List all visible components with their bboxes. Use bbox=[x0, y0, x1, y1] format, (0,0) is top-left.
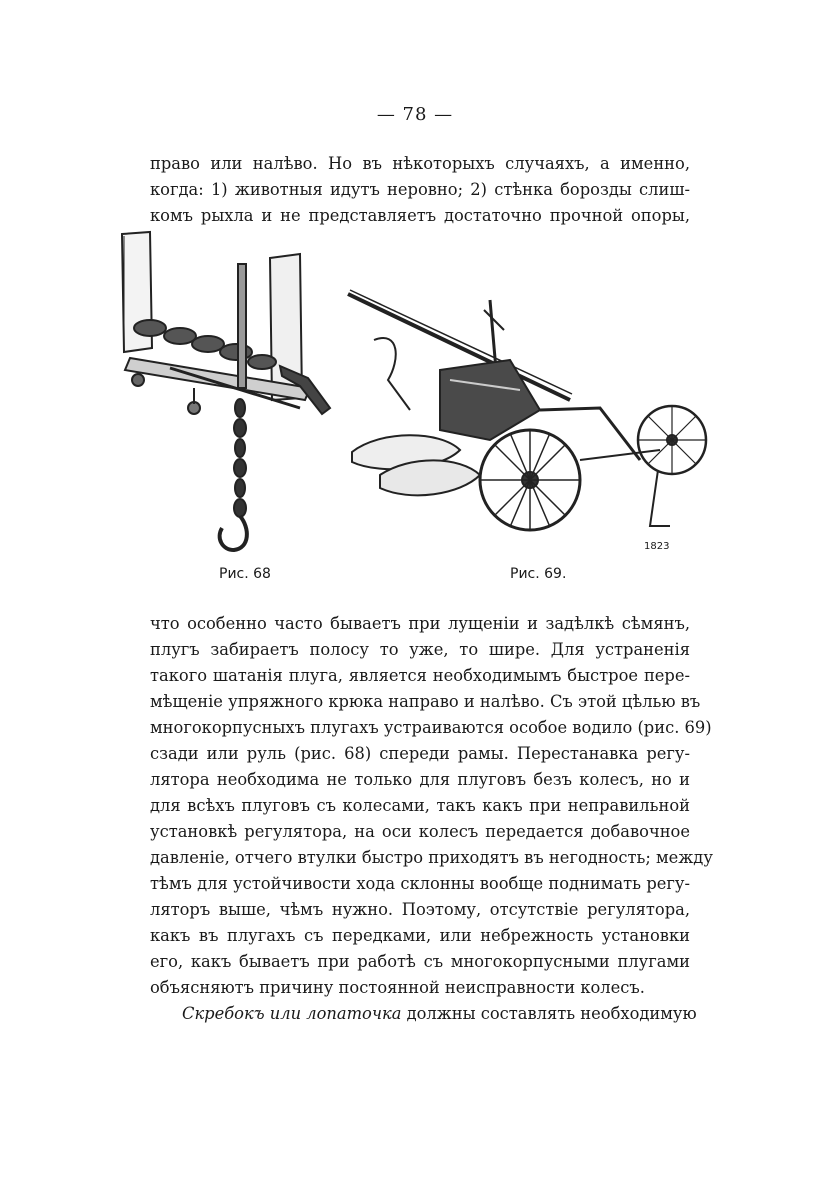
figure-69-drawing bbox=[340, 280, 720, 565]
text-line: комъ рыхла и не представляетъ достаточно прочной опоры, bbox=[150, 206, 690, 225]
text-line: когда: 1) животныя идутъ неровно; 2) стѣнка борозды слиш- bbox=[150, 180, 690, 199]
text-line-with-italic bbox=[150, 1001, 697, 1027]
text-line: такого шатанія плуга, является необходимымъ быстрое пере- bbox=[150, 666, 690, 685]
text-line: лятора необходима не только для плуговъ безъ колесъ, но и bbox=[150, 770, 690, 789]
page-number: — 78 — bbox=[376, 104, 454, 125]
figure-68-caption: Рис. 68 bbox=[219, 566, 271, 582]
text-line: объясняютъ причину постоянной неисправности колесъ. bbox=[150, 978, 645, 997]
text-line: какъ въ плугахъ съ передками, или небрежность установки bbox=[150, 926, 690, 945]
text-line: что особенно часто бываетъ при лущеніи и задѣлкѣ сѣмянъ, bbox=[150, 614, 690, 633]
figure-68-drawing bbox=[110, 228, 350, 558]
figure-69-illustration bbox=[340, 280, 720, 565]
text-line: сзади или руль (рис. 68) спереди рамы. Перестанавка регу- bbox=[150, 744, 690, 763]
text-line: право или налѣво. Но въ нѣкоторыхъ случаяхъ, а именно, bbox=[150, 154, 690, 173]
italic-term: Скребокъ или лопаточка bbox=[182, 1004, 402, 1023]
text-line: установкѣ регулятора, на оси колесъ передается добавочное bbox=[150, 822, 690, 841]
text-line-rest: должны составлять необходимую bbox=[401, 1004, 697, 1023]
text-line: плугъ забираетъ полосу то уже, то шире. Для устраненія bbox=[150, 640, 690, 659]
text-line: давленіе, отчего втулки быстро приходятъ въ негодность; между bbox=[150, 848, 713, 867]
main-paragraph bbox=[150, 611, 713, 1027]
text-line: тѣмъ для устойчивости хода склонны вообще поднимать регу- bbox=[150, 874, 690, 893]
text-line: многокорпусныхъ плугахъ устраиваются особое водило (рис. 69) bbox=[150, 718, 712, 737]
top-paragraph bbox=[150, 151, 690, 229]
figure-68-illustration bbox=[110, 228, 350, 558]
figure-69-caption: Рис. 69. bbox=[510, 566, 567, 582]
text-line: ляторъ выше, чѣмъ нужно. Поэтому, отсутствіе регулятора, bbox=[150, 900, 690, 919]
text-line: его, какъ бываетъ при работѣ съ многокорпусными плугами bbox=[150, 952, 690, 971]
text-line: для всѣхъ плуговъ съ колесами, такъ какъ при неправильной bbox=[150, 796, 690, 815]
text-line: мѣщеніе упряжного крюка направо и налѣво. Съ этой цѣлью въ bbox=[150, 692, 701, 711]
figure-69-plate-number: 1823 bbox=[644, 541, 670, 552]
